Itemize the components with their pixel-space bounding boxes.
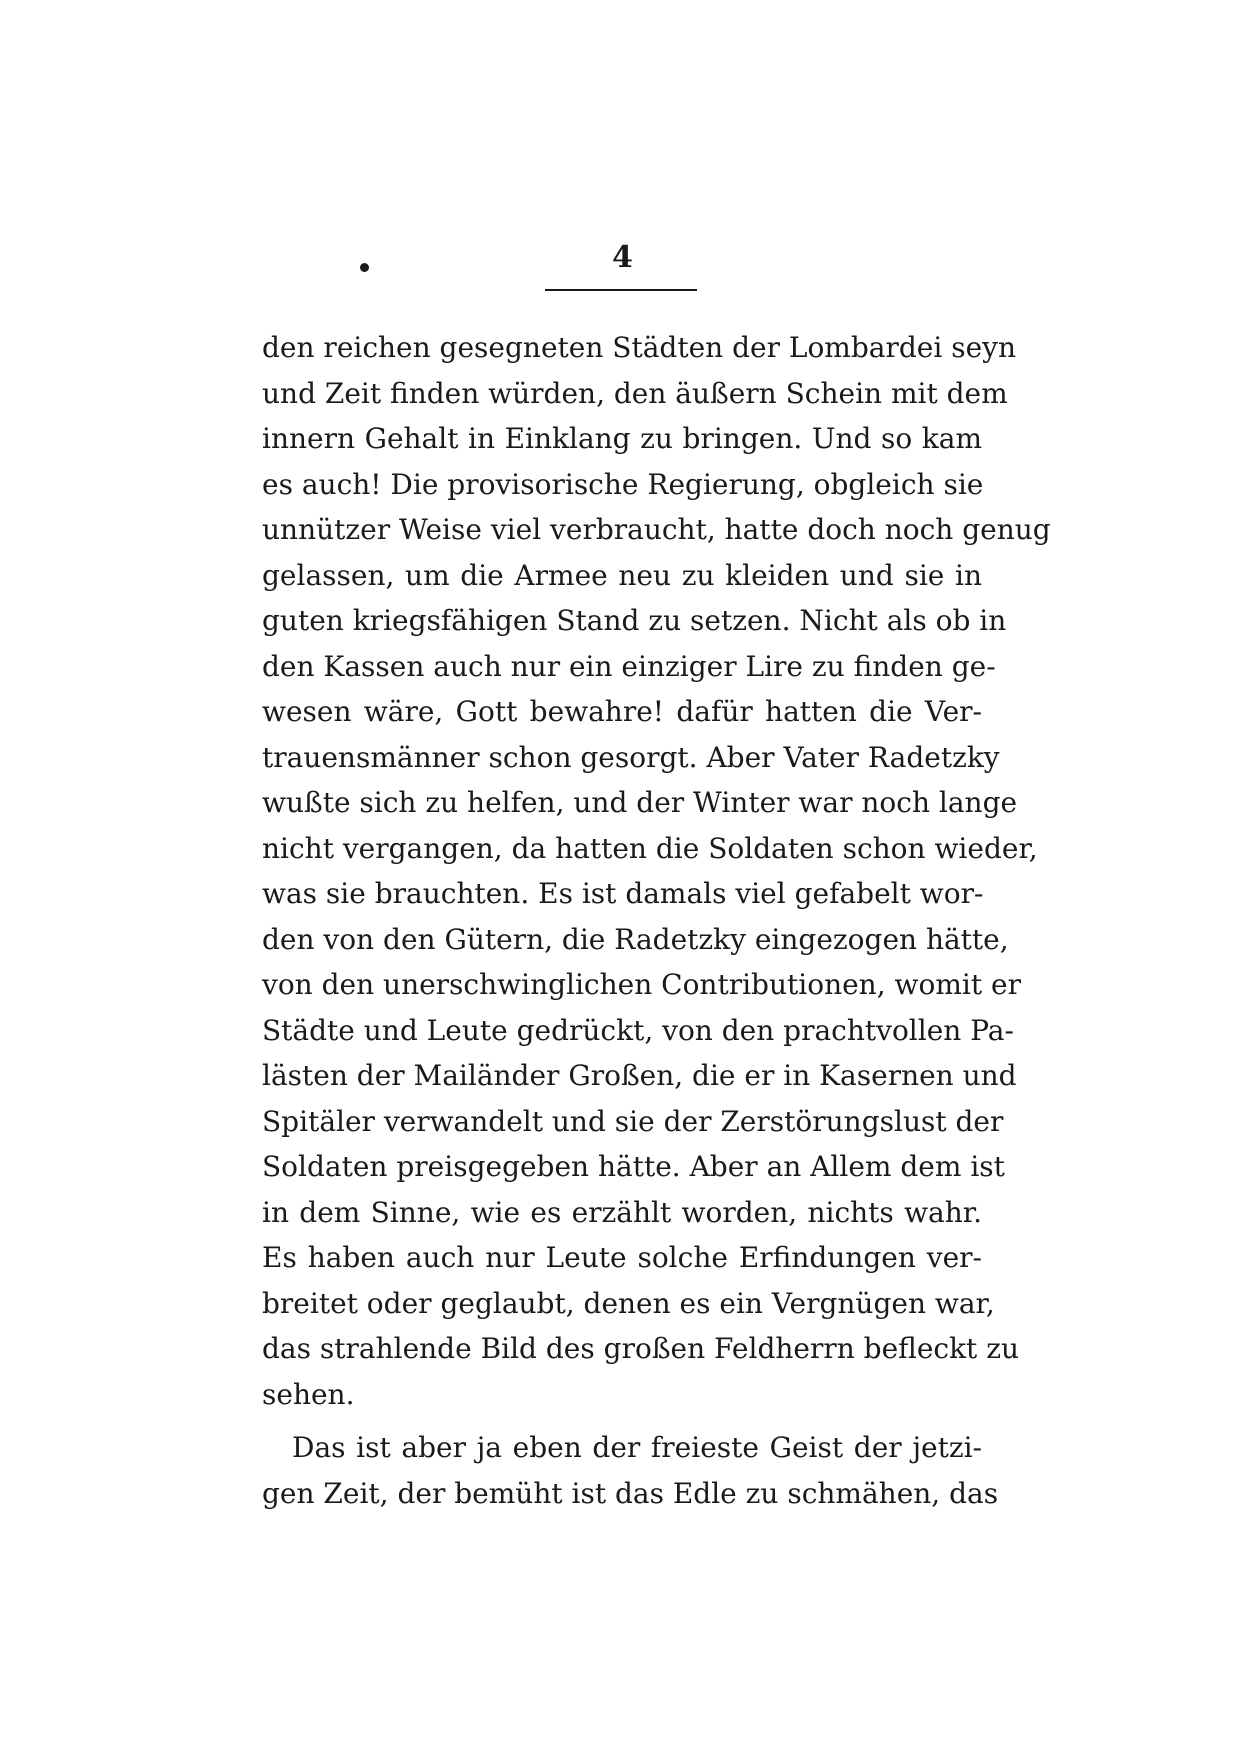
text-line: Spitäler verwandelt und sie der Zerstörungslust der <box>262 1104 1004 1138</box>
text-line: wußte sich zu helfen, und der Winter war noch lange <box>262 786 1018 819</box>
text-line: trauensmänner schon gesorgt. Aber Vater Radetzky <box>262 740 1000 774</box>
body-text <box>262 325 1051 1516</box>
page-number: 4 <box>612 240 633 275</box>
text-line: es auch! Die provisorische Regierung, obgleich sie <box>262 467 984 501</box>
text-line: gelassen, um die Armee neu zu kleiden und sie in <box>262 558 982 592</box>
text-line: Es haben auch nur Leute solche Erfindungen ver- <box>262 1241 982 1274</box>
text-line: den Kassen auch nur ein einziger Lire zu finden ge- <box>262 649 996 683</box>
text-line: innern Gehalt in Einklang zu bringen. Und so kam <box>262 422 982 455</box>
text-line: breitet oder geglaubt, denen es ein Vergnügen war, <box>262 1286 995 1320</box>
ink-dot <box>360 263 369 272</box>
text-line: sehen. <box>262 1377 355 1411</box>
text-line: Das ist aber ja eben der freieste Geist der jetzi- <box>292 1431 982 1464</box>
text-line: nicht vergangen, da hatten die Soldaten schon wieder, <box>262 831 1038 865</box>
text-line: den reichen gesegneten Städten der Lombardei seyn <box>262 331 1017 364</box>
text-line: was sie brauchten. Es ist damals viel gefabelt wor- <box>262 877 984 910</box>
text-line: wesen wäre, Gott bewahre! dafür hatten die Ver- <box>262 695 982 728</box>
text-line: und Zeit finden würden, den äußern Schein mit dem <box>262 376 1008 410</box>
text-line: Soldaten preisgegeben hätte. Aber an Allem dem ist <box>262 1150 1005 1183</box>
text-line: den von den Gütern, die Radetzky eingezogen hätte, <box>262 922 1009 956</box>
text-line: in dem Sinne, wie es erzählt worden, nichts wahr. <box>262 1195 982 1229</box>
text-line: guten kriegsfähigen Stand zu setzen. Nicht als ob in <box>262 604 1007 637</box>
text-line: unnützer Weise viel verbraucht, hatte doch noch genug <box>262 513 1051 546</box>
text-line: von den unerschwinglichen Contributionen, womit er <box>262 968 1021 1001</box>
text-line: das strahlende Bild des großen Feldherrn befleckt zu <box>262 1332 1019 1365</box>
text-line: lästen der Mailänder Großen, die er in Kasernen und <box>262 1059 1017 1092</box>
text-line: Städte und Leute gedrückt, von den prachtvollen Pa- <box>262 1013 1014 1047</box>
text-line: gen Zeit, der bemüht ist das Edle zu schmähen, das <box>262 1476 999 1510</box>
header-rule <box>545 289 697 291</box>
